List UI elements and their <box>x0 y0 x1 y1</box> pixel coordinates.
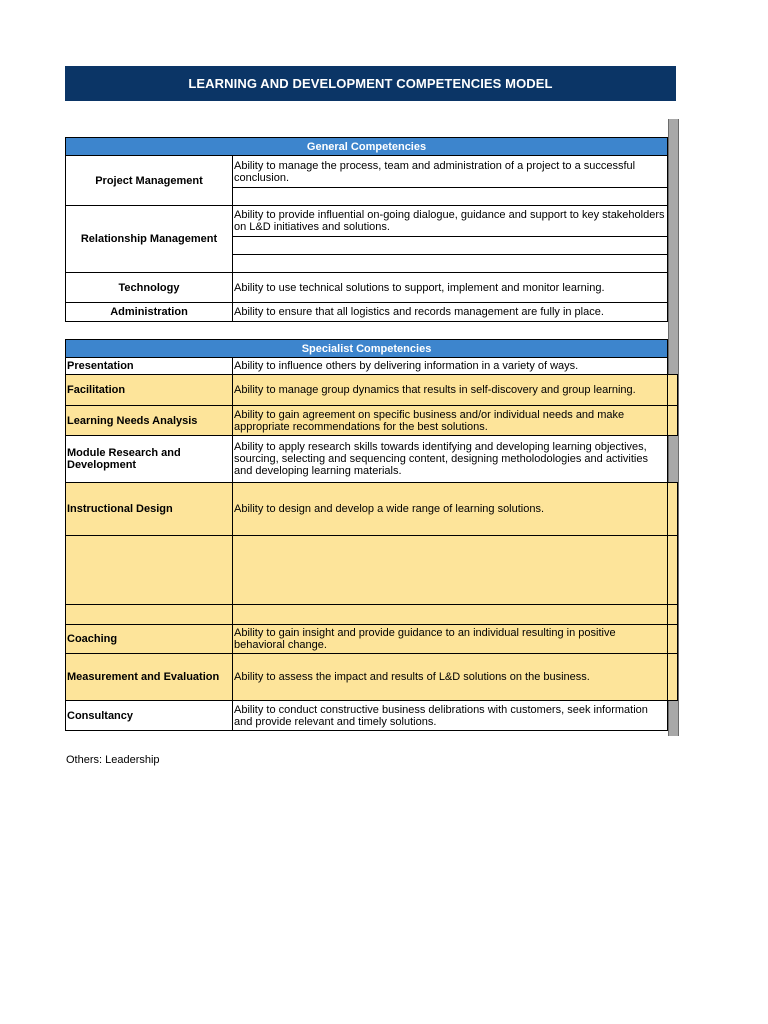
blank-cell <box>233 605 668 625</box>
specialist-competencies-table <box>65 339 678 731</box>
table-row <box>66 206 678 237</box>
blank-cell <box>233 237 668 255</box>
blank-cell <box>233 536 668 605</box>
specialist-competencies-header: Specialist Competencies <box>66 340 668 358</box>
table-row <box>66 375 678 406</box>
table-row <box>66 156 678 188</box>
competency-description: Ability to gain agreement on specific business and/or individual needs and make appropriate recommendations for the best solutions. <box>233 406 668 436</box>
table-row <box>66 303 678 322</box>
competency-description: Ability to conduct constructive business delibrations with customers, seek information and provide relevant and timely solutions. <box>233 701 668 731</box>
table-row <box>66 273 678 303</box>
competency-description: Ability to provide influential on-going dialogue, guidance and support to key stakeholders on L&D initiatives and solutions. <box>233 206 668 237</box>
competency-description: Ability to influence others by delivering information in a variety of ways. <box>233 358 668 375</box>
table-row <box>66 406 678 436</box>
general-competencies-table <box>65 137 678 322</box>
blank-cell <box>66 605 233 625</box>
blank-cell <box>233 188 668 206</box>
competency-description: Ability to manage group dynamics that results in self-discovery and group learning. <box>233 375 668 406</box>
others-note: Others: Leadership <box>66 754 160 766</box>
table-row <box>66 536 678 605</box>
table-row <box>66 483 678 536</box>
general-competencies-header: General Competencies <box>66 138 668 156</box>
table-row <box>66 358 678 375</box>
competency-name: Instructional Design <box>66 483 233 536</box>
competency-name: Module Research and Development <box>66 436 233 483</box>
competency-name: Measurement and Evaluation <box>66 654 233 701</box>
competency-name: Presentation <box>66 358 233 375</box>
competency-name: Facilitation <box>66 375 233 406</box>
competency-description: Ability to manage the process, team and administration of a project to a successful conclusion. <box>233 156 668 188</box>
table-row <box>66 625 678 654</box>
competency-name: Relationship Management <box>66 206 233 273</box>
blank-cell <box>233 255 668 273</box>
competency-name: Coaching <box>66 625 233 654</box>
blank-cell <box>66 536 233 605</box>
competency-name: Learning Needs Analysis <box>66 406 233 436</box>
table-row <box>66 701 678 731</box>
competency-name: Technology <box>66 273 233 303</box>
competency-name: Consultancy <box>66 701 233 731</box>
competency-name: Project Management <box>66 156 233 206</box>
page-title: LEARNING AND DEVELOPMENT COMPETENCIES MODEL <box>65 66 676 101</box>
competency-description: Ability to gain insight and provide guidance to an individual resulting in positive behavioral change. <box>233 625 668 654</box>
table-row <box>66 436 678 483</box>
table-row <box>66 605 678 625</box>
competency-description: Ability to apply research skills towards identifying and developing learning objectives, sourcing, selecting and sequencing content, designing metholodologies and activities and developing learning materials. <box>233 436 668 483</box>
competency-name: Administration <box>66 303 233 322</box>
competency-description: Ability to assess the impact and results of L&D solutions on the business. <box>233 654 668 701</box>
competency-description: Ability to design and develop a wide range of learning solutions. <box>233 483 668 536</box>
competency-description: Ability to use technical solutions to support, implement and monitor learning. <box>233 273 668 303</box>
competency-description: Ability to ensure that all logistics and records management are fully in place. <box>233 303 668 322</box>
table-row <box>66 654 678 701</box>
